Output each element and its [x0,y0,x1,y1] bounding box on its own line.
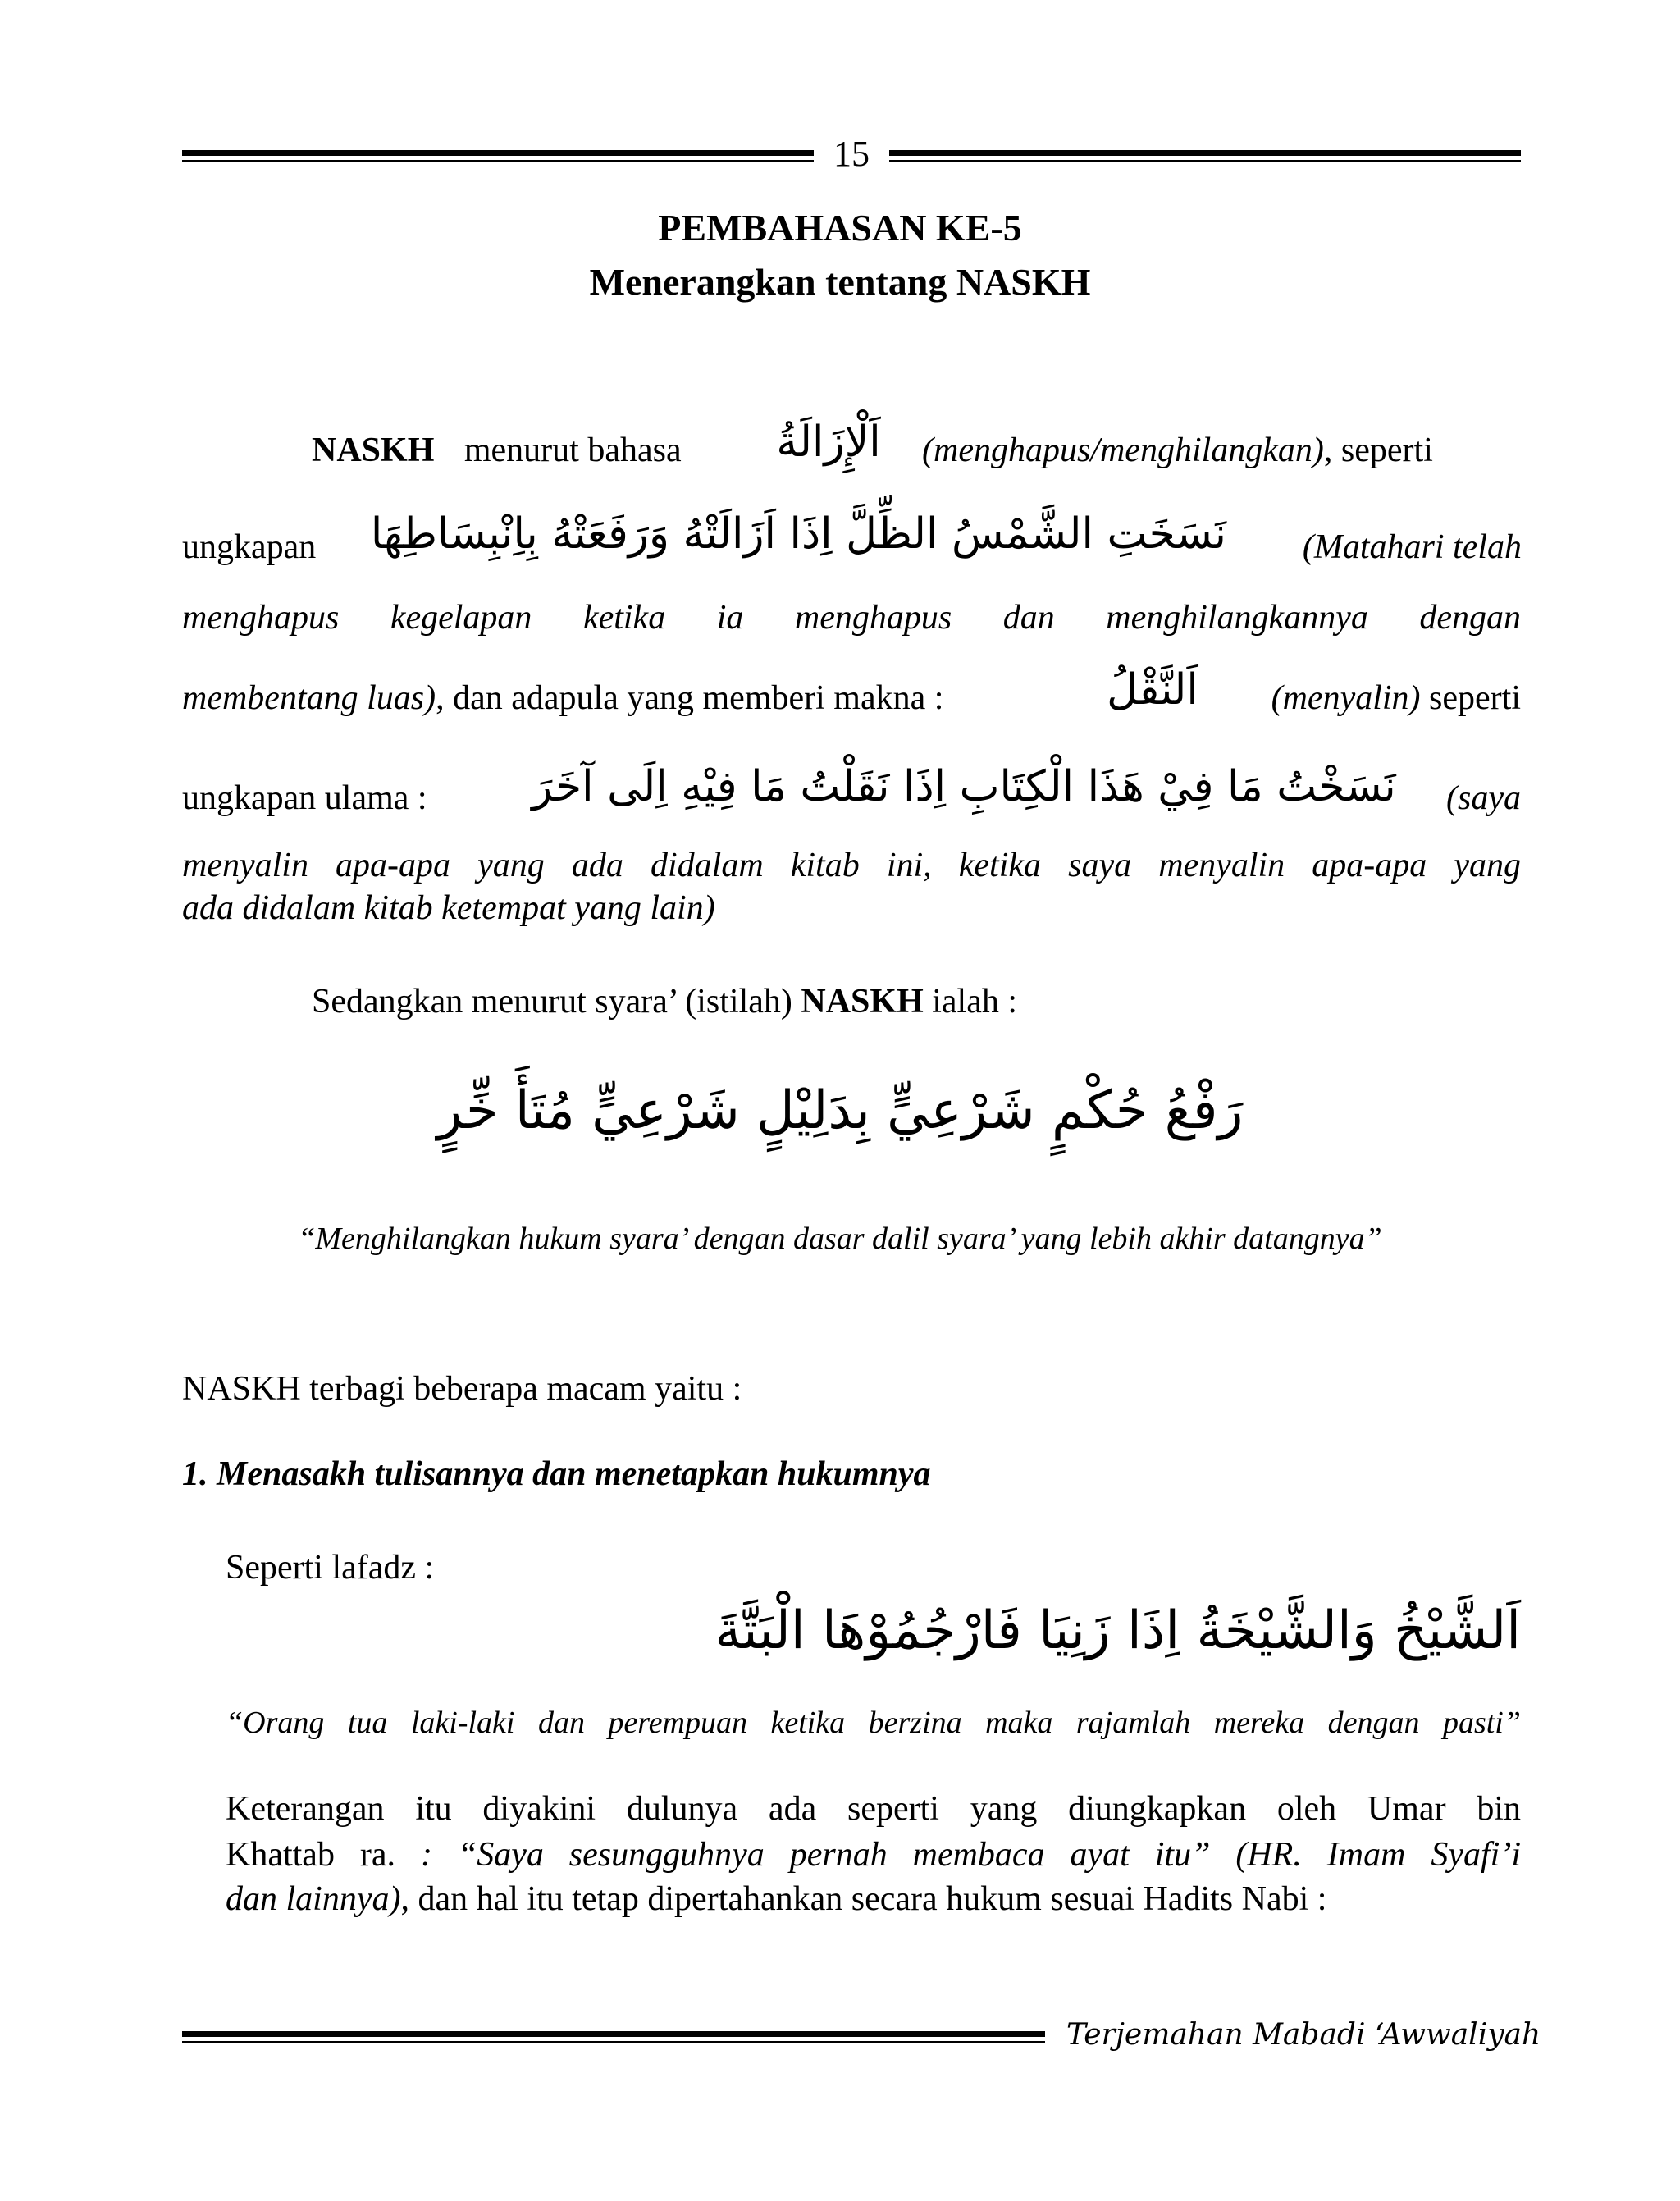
meaning-example2-line3: ada didalam kitab ketempat yang lain) [182,889,715,927]
item1-note-line2-italic: : “Saya sesungguhnya pernah membaca ayat itu” (HR. Imam Syafi’i [395,1836,1521,1874]
syara-text-after: ialah : [923,983,1018,1021]
item1-note-line2 [226,1834,1521,1875]
item1-note-line1: Keterangan itu diyakini dulunya ada seperti yang diungkapkan oleh Umar bin [226,1790,1521,1828]
para1-line4-left [182,678,943,719]
page-number: 15 [833,134,870,174]
ungkapan-ulama-label: ungkapan ulama : [182,779,427,817]
item1-seperti: Seperti lafadz : [226,1549,435,1587]
ungkapan-label: ungkapan [182,528,317,566]
para1-line4-right [1237,678,1521,719]
naskh-term-2: NASKH [801,983,924,1021]
meaning-example1-end: membentang luas) [182,679,436,717]
item1-arabic: اَلشَّيْخُ وَالشَّيْخَةُ اِذَا زَنِيَا فَارْجُمُوْهَا الْبَتَّةَ [714,1601,1521,1661]
meaning-example2-line2: menyalin apa-apa yang ada didalam kitab ini, ketika saya menyalin apa-apa yang [182,847,1521,884]
item1-note-line2-normal: Khattab ra. [226,1836,396,1874]
footer-book-title: Terjemahan Mabadi ‘Awwaliyah [1066,2018,1541,2052]
arabic-naql: اَلنَّقْلُ [1107,665,1198,715]
meaning-example2-start: (saya [1446,779,1521,817]
definition-translation: “Menghilangkan hukum syara’ dengan dasar dalil syara’ yang lebih akhir datangnya” [298,1222,1382,1256]
arabic-izalah: اَلْإِزَالَةُ [776,418,881,467]
item1-translation: “Orang tua laki-laki dan perempuan ketika berzina maka rajamlah mereka dengan pasti” [226,1706,1521,1740]
section-intro: NASKH terbagi beberapa macam yaitu : [182,1370,742,1408]
item1-note-line3-italic: dan lainnya) [226,1880,401,1918]
dan-adapula-text: , dan adapula yang memberi makna : [436,679,944,717]
seperti2-text: seperti [1429,679,1521,717]
syara-definition-intro [312,981,1017,1022]
meaning-izalah: (menghapus/menghilangkan) [922,432,1324,469]
meaning-example1-line2: menghapus kegelapan ketika ia menghapus dan menghilangkannya dengan [182,599,1521,637]
meaning-naql: (menyalin) [1271,679,1421,717]
item1-note-line3-normal: , dan hal itu tetap dipertahankan secara hukum sesuai Hadits Nabi : [400,1880,1327,1918]
meaning-example1-start: (Matahari telah [1302,528,1522,566]
arabic-definition: رَفْعُ حُكْمٍ شَرْعِيٍّ بِدَلِيْلٍ شَرْعِيٍّ مُتَأَ خِّرٍ [436,1080,1244,1141]
menurut-bahasa-text: menurut bahasa [463,432,682,469]
item1-note-line3 [226,1879,1326,1920]
para1-line1-right [922,430,1433,471]
para1-line1-left [312,430,682,471]
chapter-subtitle: Menerangkan tentang NASKH [589,261,1091,303]
naskh-term: NASKH [312,432,435,469]
seperti-text: , seperti [1323,432,1433,469]
chapter-title: PEMBAHASAN KE-5 [658,207,1022,249]
header-rule-left [182,150,814,162]
syara-text-before: Sedangkan menurut syara’ (istilah) [312,983,801,1021]
arabic-example2: نَسَخْتُ مَا فِيْ هَذَا الْكِتَابِ اِذَا نَقَلْتُ مَا فِيْهِ اِلَى آخَرَ [532,762,1396,811]
header-rule-right [889,150,1521,162]
item1-heading: 1. Menasakh tulisannya dan menetapkan hukumnya [182,1455,931,1493]
arabic-example1: نَسَخَتِ الشَّمْسُ الظِّلَّ اِذَا اَزَالَتْهُ وَرَفَعَتْهُ بِاِنْبِسَاطِهَا [370,509,1226,559]
footer-rule [182,2031,1045,2043]
